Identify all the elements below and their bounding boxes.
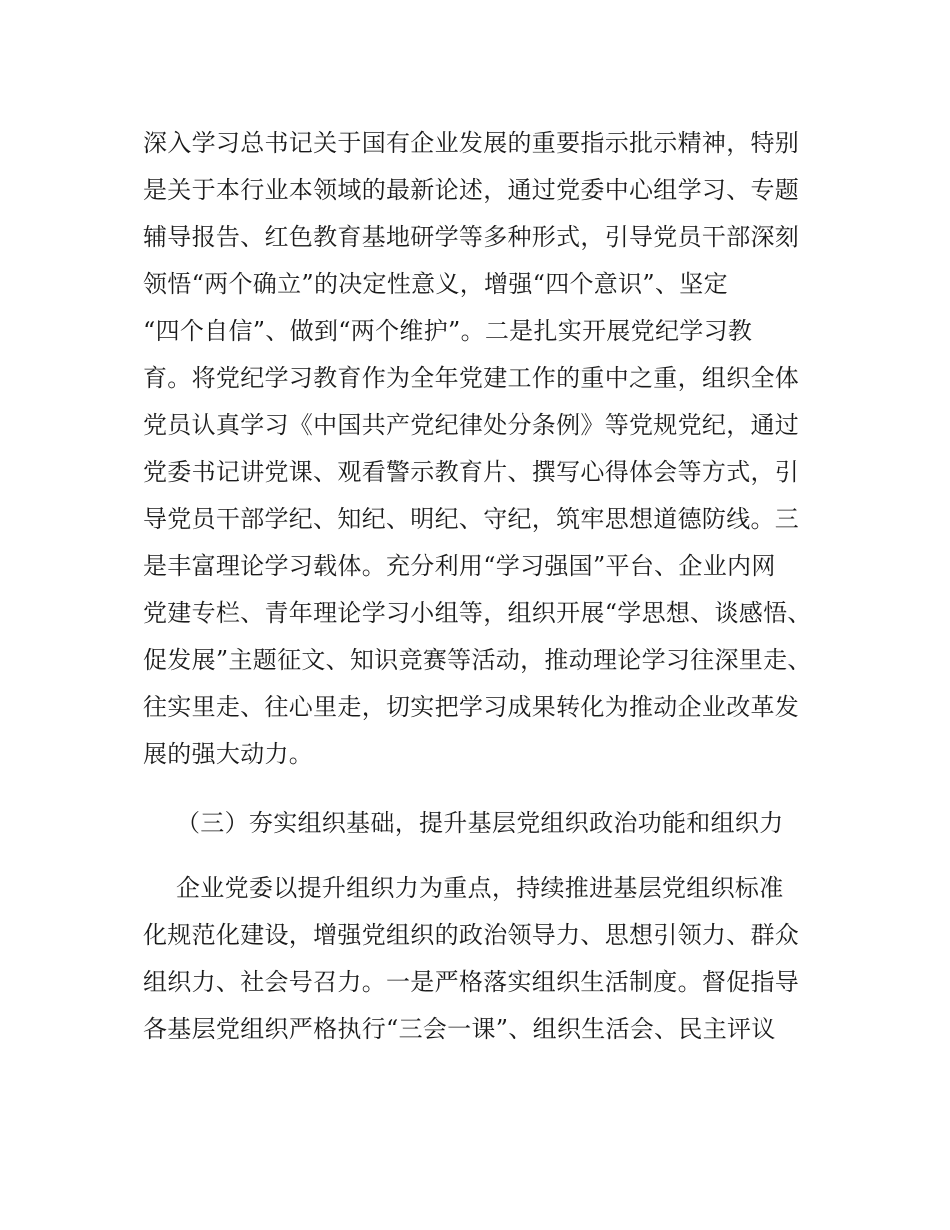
text-line: 育。将党纪学习教育作为全年党建工作的重中之重，组织全体 [143,364,800,392]
text-line: 辅导报告、红色教育基地研学等多种形式，引导党员干部深刻 [143,223,800,251]
text-line: 导党员干部学纪、知纪、明纪、守纪，筑牢思想道德防线。三 [143,505,800,533]
text-line: 是丰富理论学习载体。充分利用“学习强国”平台、企业内网 [143,552,776,580]
text-line: 化规范化建设，增强党组织的政治领导力、思想引领力、群众 [143,921,800,949]
text-line: 展的强大动力。 [143,740,314,768]
text-line: 组织力、社会号召力。一是严格落实组织生活制度。督促指导 [143,968,800,996]
text-line: 党建专栏、青年理论学习小组等，组织开展“学思想、谈感悟、 [143,599,812,627]
text-line: 是关于本行业本领域的最新论述，通过党委中心组学习、专题 [143,176,800,204]
text-line: 党员认真学习《中国共产党纪律处分条例》等党规党纪，通过 [143,411,800,439]
text-line: 促发展”主题征文、知识竞赛等活动，推动理论学习往深里走、 [143,646,812,674]
section-heading: （三）夯实组织基础，提升基层党组织政治功能和组织力 [176,809,784,837]
text-line: 领悟“两个确立”的决定性意义，增强“四个意识”、坚定 [143,270,728,298]
text-line: “四个自信”、做到“两个维护”。二是扎实开展党纪学习教 [143,317,753,345]
text-line: 党委书记讲党课、观看警示教育片、撰写心得体会等方式，引 [143,458,800,486]
text-line: 往实里走、往心里走，切实把学习成果转化为推动企业改革发 [143,693,800,721]
text-line: 企业党委以提升组织力为重点，持续推进基层党组织标准 [176,874,784,902]
text-line: 各基层党组织严格执行“三会一课”、组织生活会、民主评议 [143,1015,776,1043]
text-line: 深入学习总书记关于国有企业发展的重要指示批示精神，特别 [143,129,800,157]
